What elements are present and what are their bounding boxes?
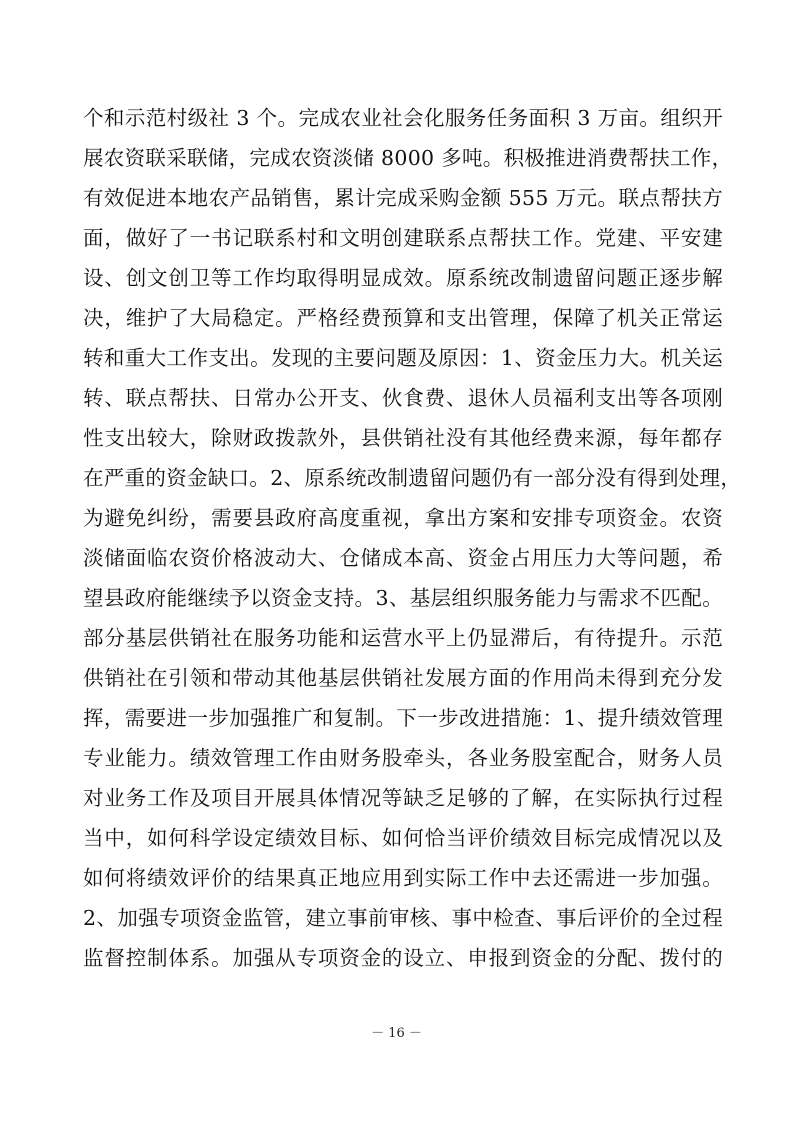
text-line: 如何将绩效评价的结果真正地应用到实际工作中去还需进一步加强。	[83, 866, 723, 890]
body-text	[83, 98, 742, 978]
text-line: 在严重的资金缺口。2、原系统改制遗留问题仍有一部分没有得到处理，	[83, 466, 742, 490]
text-line: 望县政府能继续予以资金支持。3、基层组织服务能力与需求不匹配。	[83, 586, 723, 610]
text-line: 有效促进本地农产品销售，累计完成采购金额 555 万元。联点帮扶方	[83, 186, 723, 210]
text-line: 决，维护了大局稳定。严格经费预算和支出管理，保障了机关正常运	[83, 306, 723, 330]
text-line: 专业能力。绩效管理工作由财务股牵头，各业务股室配合，财务人员	[83, 746, 723, 770]
text-line: 监督控制体系。加强从专项资金的设立、申报到资金的分配、拨付的	[83, 946, 723, 970]
text-line: 挥，需要进一步加强推广和复制。下一步改进措施：1、提升绩效管理	[83, 706, 723, 730]
text-line: 转和重大工作支出。发现的主要问题及原因：1、资金压力大。机关运	[83, 346, 723, 370]
text-line: 当中，如何科学设定绩效目标、如何恰当评价绩效目标完成情况以及	[83, 826, 723, 850]
text-line: 2、加强专项资金监管，建立事前审核、事中检查、事后评价的全过程	[83, 906, 723, 930]
text-line: 转、联点帮扶、日常办公开支、伙食费、退休人员福利支出等各项刚	[83, 386, 723, 410]
text-line: 为避免纠纷，需要县政府高度重视，拿出方案和安排专项资金。农资	[83, 506, 723, 530]
text-line: 面，做好了一书记联系村和文明创建联系点帮扶工作。党建、平安建	[83, 226, 723, 250]
text-line: 部分基层供销社在服务功能和运营水平上仍显滞后，有待提升。示范	[83, 626, 723, 650]
page-number: － 16 －	[371, 1026, 422, 1041]
text-line: 供销社在引领和带动其他基层供销社发展方面的作用尚未得到充分发	[83, 666, 723, 690]
text-line: 对业务工作及项目开展具体情况等缺乏足够的了解，在实际执行过程	[83, 786, 723, 810]
text-line: 性支出较大，除财政拨款外，县供销社没有其他经费来源，每年都存	[83, 426, 723, 450]
text-line: 展农资联采联储，完成农资淡储 8000 多吨。积极推进消费帮扶工作，	[83, 146, 733, 170]
text-line: 设、创文创卫等工作均取得明显成效。原系统改制遗留问题正逐步解	[83, 266, 723, 290]
text-line: 个和示范村级社 3 个。完成农业社会化服务任务面积 3 万亩。组织开	[83, 106, 723, 130]
text-line: 淡储面临农资价格波动大、仓储成本高、资金占用压力大等问题，希	[83, 546, 723, 570]
